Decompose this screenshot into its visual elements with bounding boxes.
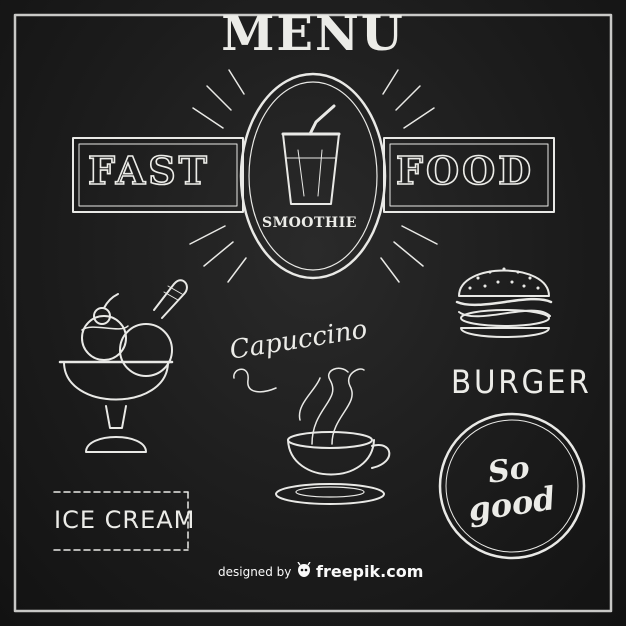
food-label: FOOD <box>396 148 535 193</box>
smoothie-oval-frame <box>241 74 385 278</box>
designed-by-text: designed by <box>218 565 292 579</box>
burger-label: BURGER <box>451 363 592 401</box>
menu-title: MENU <box>221 6 405 62</box>
badge-line-so: So <box>485 450 532 491</box>
ice-cream-icon <box>60 280 187 452</box>
cappuccino-label: Capuccino <box>227 314 370 366</box>
smoothie-cup-icon <box>283 106 339 204</box>
ice-cream-label: ICE CREAM <box>54 506 196 534</box>
fast-label: FAST <box>88 148 210 193</box>
cappuccino-swirl <box>234 369 276 392</box>
badge-line-good: good <box>465 479 558 529</box>
smoothie-label: SMOOTHIE <box>262 215 357 231</box>
freepik-logo-icon <box>296 562 312 580</box>
coffee-cup-icon <box>276 368 389 504</box>
burger-icon <box>457 268 551 337</box>
freepik-link[interactable]: freepik.com <box>316 562 424 581</box>
